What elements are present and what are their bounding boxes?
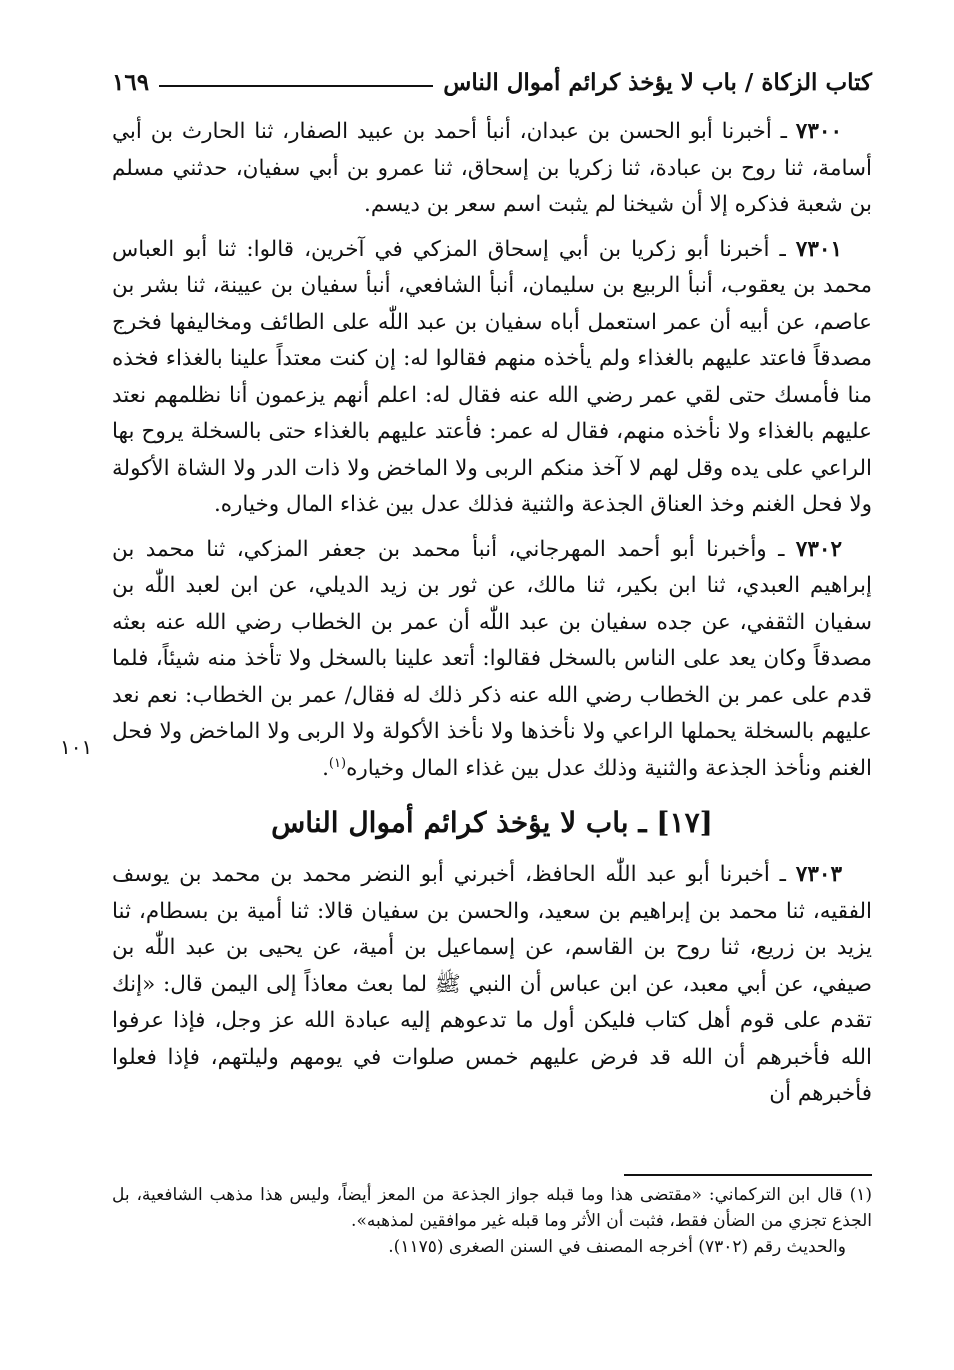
footnote-reference[interactable]: (١) [328, 755, 347, 771]
footnote-separator [624, 1174, 872, 1176]
hadith-text: ـ أخبرنا أبو زكريا بن أبي إسحاق المزكي في آخرين، قالوا: ثنا أبو العباس محمد بن يعقوب، أنبأ الربيع بن سليمان، أنبأ الشافعي، أنبأ سفيان بن عيينة، ثنا بشر بن عاصم، عن أبيه أن عمر استعمل أباه سفيان بن عبد اللّٰه على الطائف ومخاليفها فخرج مصدقاً فاعتد عليهم بالغذاء ولم يأخذه منهم فقالوا له: إن كنت معتداً علينا بالغذاء فخذه منا فأمسك حتى لقي عمر رضي الله عنه فقال له: اعلم أنهم يزعمون أنا نظلمهم نعتد عليهم بالغذاء ولا نأخذه منهم، فقال له عمر: فأعتد عليهم بالغذاء حتى بالسخلة يروح بها الراعي على يده وقل لهم لا آخذ منكم الربى ولا الماخض ولا ذات الدر ولا الشاة الأكولة ولا فحل الغنم وخذ العناق الجذعة والثنية فذلك عدل بين غذاء المال وخياره. [112, 236, 872, 517]
footnote-2: والحديث رقم (٧٣٠٢) أخرجه المصنف في السنن الصغرى (١١٧٥). [388, 1237, 846, 1257]
hadith-paragraph [112, 857, 872, 1113]
margin-manuscript-ref: ١٠١ [60, 735, 93, 759]
hadith-number: ٧٣٠٠ [795, 119, 842, 144]
hadith-text-tail: . [322, 755, 329, 781]
section-heading: [١٧] ـ باب لا يؤخذ كرائم أموال الناس [271, 806, 713, 839]
hadith-text: ـ أخبرنا أبو عبد اللّٰه الحافظ، أخبرني أبو النضر محمد بن محمد بن يوسف الفقيه، ثنا محمد بن إبراهيم بن سعيد، والحسن بن سفيان قالا: ثنا أمية بن بسطام، ثنا يزيد بن زريع، ثنا روح بن القاسم، عن إسماعيل بن أمية، عن يحيى بن عبد اللّٰه بن صيفي، عن أبي معبد، عن ابن عباس أن النبي ﷺ لما بعث معاذاً إلى اليمن قال: «إنك تقدم على قوم أهل كتاب فليكن أول ما تدعوهم إليه عبادة الله عز وجل، فإذا عرفوا الله فأخبرهم أن الله قد فرض عليهم خمس صلوات في يومهم وليلتهم، فإذا فعلوا فأخبرهم أن [112, 862, 872, 1106]
hadith-number: ٧٣٠٣ [795, 862, 842, 887]
hadith-number: ٧٣٠٢ [795, 536, 842, 562]
main-text [112, 114, 872, 1121]
hadith-text: ـ وأخبرنا أبو أحمد المهرجاني، أنبأ محمد بن جعفر المزكي، ثنا محمد بن إبراهيم العبدي، ثنا ابن بكير، ثنا مالك، عن ثور بن زيد الديلي، عن ابن لعبد اللّٰه بن سفيان الثقفي، عن جده سفيان بن عبد اللّٰه أن عمر بن الخطاب رضي الله عنه بعثه مصدقاً وكان يعد على الناس بالسخل فقالوا: أتعد علينا بالسخل ولا تأخذ منه شيئاً، فلما قدم على عمر بن الخطاب رضي الله عنه ذكر ذلك له فقال/ عمر بن الخطاب: نعم نعد عليهم بالسخلة يحملها الراعي ولا نأخذها ولا نأخذ الأكولة ولا الربى ولا الماخض ولا فحل الغنم ونأخذ الجذعة والثنية وذلك عدل بين غذاء المال وخياره [112, 536, 872, 781]
running-head-rule [159, 85, 433, 87]
hadith-text: ـ أخبرنا أبو الحسن بن عبدان، أنبأ أحمد بن عبيد الصفار، ثنا الحارث بن أبي أسامة، ثنا روح بن عبادة، ثنا زكريا بن إسحاق، ثنا عمرو بن أبي سفيان، حدثني مسلم بن شعبة فذكره إلا أن شيخنا لم يثبت اسم سعر بن ديسم. [112, 119, 872, 217]
footnote-1: (١) قال ابن التركماني: «مقتضى هذا وما قبله جواز الجذعة من المعز أيضاً، وليس هذا مذهب الشافعية، بل الجذع تجزي من الضأن فقط، فثبت أن الأثر وما قبله غير موافقين لمذهبه». [112, 1185, 872, 1231]
hadith-paragraph [112, 232, 872, 524]
hadith-paragraph [112, 114, 872, 224]
page-number: ١٦٩ [112, 68, 150, 96]
hadith-number: ٧٣٠١ [795, 236, 842, 262]
running-head [112, 62, 872, 102]
hadith-paragraph [112, 532, 872, 788]
running-head-title: كتاب الزكاة / باب لا يؤخذ كرائم أموال الناس [443, 68, 872, 96]
footnotes [112, 1182, 872, 1260]
